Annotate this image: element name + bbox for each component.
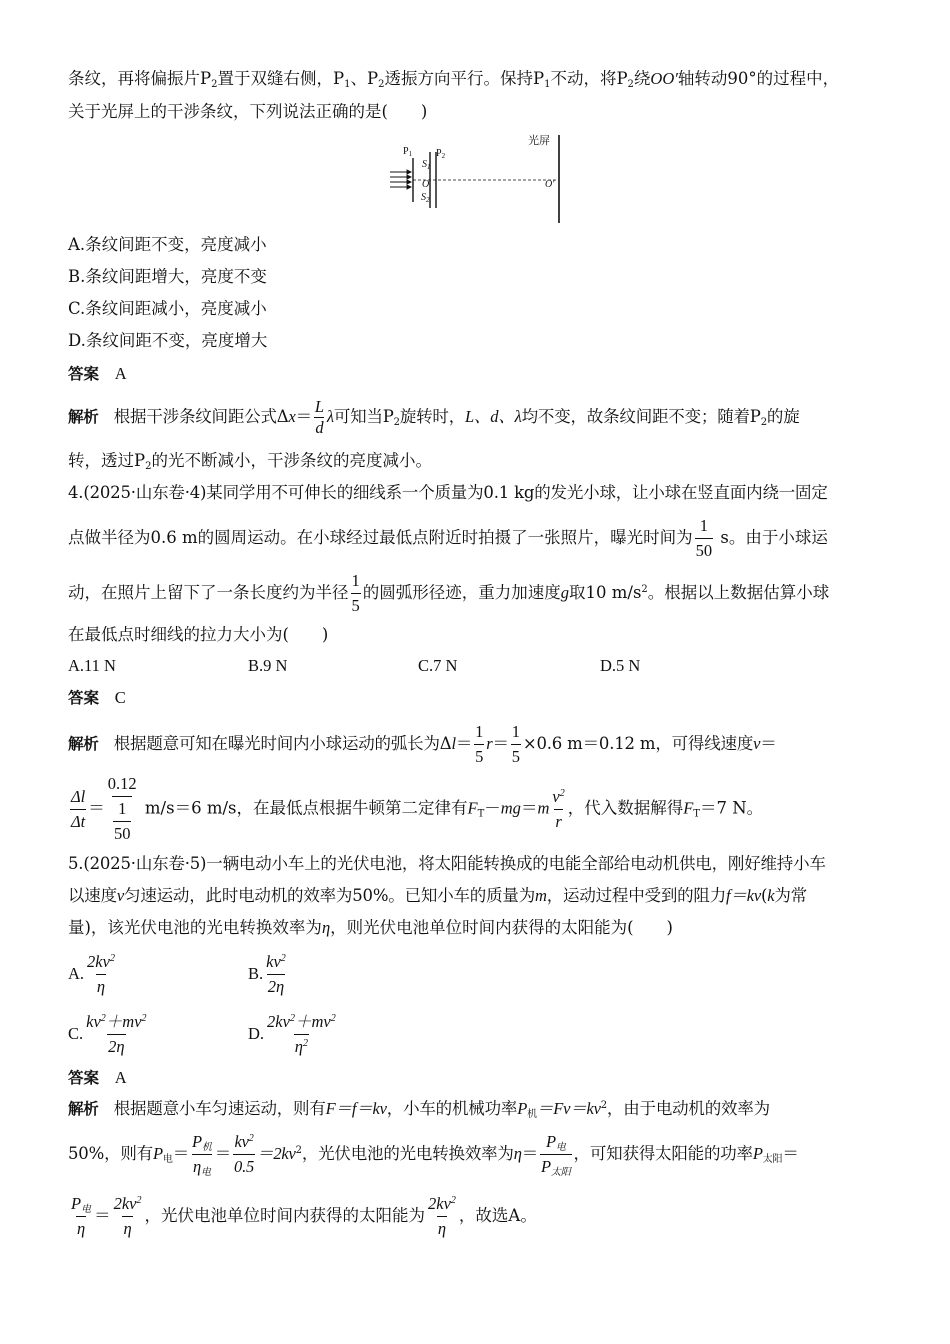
fraction-compound: $\frac{0.12}{\frac{1}{50}}$	[107, 772, 138, 846]
q4-stem-line3	[68, 569, 886, 618]
text: 为常	[774, 886, 807, 905]
text: ＝	[520, 798, 538, 818]
p2-label: $P_2$	[436, 148, 446, 160]
text: ，小车的机械功率	[386, 1099, 518, 1118]
answer-label: 答案	[68, 365, 100, 383]
q3-answer	[68, 362, 886, 386]
q4-option-d: D.5 N	[600, 656, 641, 675]
fraction: $\frac{kv^2}{0.5}$	[233, 1130, 255, 1179]
text: ＝	[88, 798, 105, 818]
o-label: O	[422, 179, 430, 190]
sup: 2	[295, 1145, 302, 1156]
q4-stem-line1: 4.(2025·山东卷·4)某同学用不可伸长的细线系一个质量为0.1 kg的发光小球，让小球在竖直面内绕一固定	[68, 483, 828, 502]
sub: 2	[211, 79, 218, 90]
q3-stem-line2: 关于光屏上的干涉条纹，下列说法正确的是( )	[68, 102, 428, 121]
text: s。由于小球运	[715, 528, 828, 547]
text: 点做半径为0.6 m的圆周运动。在小球经过最低点附近时拍摄了一张照片，曝光时间为	[68, 528, 693, 547]
sub: 2	[627, 79, 634, 90]
text: 50%，则有	[68, 1144, 153, 1163]
q5-option-d	[248, 1010, 339, 1059]
var: x	[288, 407, 296, 426]
text: －	[484, 798, 501, 818]
expr: ＝Fv＝kv	[536, 1099, 601, 1118]
q4-option-a: A.11 N	[68, 656, 116, 675]
text: 、P	[350, 69, 379, 88]
q5-analysis-line2	[68, 1130, 886, 1179]
fraction: $\frac{2kv^2}{\eta}$	[427, 1192, 457, 1241]
sub: T	[477, 808, 485, 820]
q4-option-b: B.9 N	[248, 656, 288, 675]
q4-option-c: C.7 N	[418, 656, 458, 675]
q4-analysis-line1	[68, 720, 886, 769]
q5-stem-line2	[68, 884, 886, 908]
fraction: $\frac{2kv^2+mv^2}{\eta^2}$	[266, 1010, 337, 1059]
q4-answer	[68, 686, 886, 710]
var: P	[517, 1099, 528, 1118]
q3-option-c: C.条纹间距减小，亮度减小	[68, 299, 267, 318]
var: η	[321, 918, 331, 937]
text: ，可知获得太阳能的功率	[573, 1144, 753, 1163]
screen-label: 光屏	[528, 135, 550, 147]
text: ＝	[172, 1144, 189, 1163]
fraction: $\frac{P_电}{P_{太阳}}$	[541, 1132, 571, 1178]
text: ，光伏电池的光电转换效率为	[301, 1144, 514, 1163]
sub: 2	[145, 461, 152, 472]
text: ＝	[760, 734, 777, 753]
double-slit-figure	[385, 130, 565, 226]
text: 均不变，故条纹间距不变；随着P	[521, 407, 761, 426]
text: ＝	[455, 734, 473, 753]
p1-label: $P_1$	[403, 146, 413, 158]
text: ＝	[214, 1144, 232, 1163]
text: ，由于电动机的效率为	[606, 1099, 770, 1118]
text: 的圆弧形径迹，重力加速度	[362, 583, 561, 602]
text: ，光伏电池单位时间内获得的太阳能为	[144, 1206, 425, 1225]
answer-label: 答案	[68, 1069, 100, 1087]
q3-analysis-line2	[68, 449, 886, 473]
text: 根据干涉条纹间距公式Δ	[113, 407, 289, 426]
q5-stem-line3	[68, 916, 886, 940]
answer-label: 答案	[68, 689, 100, 707]
analysis-label: 解析	[68, 408, 99, 426]
sub: 太阳	[762, 1154, 783, 1165]
q5-answer	[68, 1066, 886, 1090]
var: mg	[500, 798, 521, 818]
text: ，代入数据解得	[567, 798, 684, 818]
q5-analysis-line3	[68, 1192, 886, 1241]
text: 动，在照片上留下了一条长度约为半径	[68, 583, 349, 602]
text: 以速度	[68, 886, 117, 905]
q5-option-c	[68, 1010, 150, 1059]
var: m	[537, 798, 550, 818]
var: P	[152, 1144, 163, 1163]
text: 置于双缝右侧，P	[217, 69, 345, 88]
text: ＝	[782, 1144, 799, 1163]
s2-label: $S_2$	[421, 192, 430, 204]
text: ＝	[492, 734, 509, 753]
q5-option-a	[68, 950, 118, 999]
fraction: $\frac{1}{50}$	[695, 514, 714, 563]
var: P	[752, 1144, 763, 1163]
text: 透振方向平行。保持P	[384, 69, 545, 88]
sup: 2	[641, 584, 648, 595]
fraction: $\frac{2kv^2}{\eta}$	[86, 950, 116, 999]
fraction: $\frac{2kv^2}{\eta}$	[113, 1192, 143, 1241]
text: 转，透过P	[68, 451, 146, 470]
text: 取10 m/s	[569, 583, 642, 602]
q3-option-a: A.条纹间距不变，亮度减小	[68, 235, 267, 254]
q4-stem-line4: 在最低点时细线的拉力大小为( )	[68, 625, 329, 644]
text: ，故选A。	[458, 1206, 537, 1225]
fraction: $\frac{kv^2}{2\eta}$	[265, 950, 287, 999]
label: B.	[248, 964, 264, 983]
var: v	[753, 734, 761, 753]
vars: L、d、λ	[465, 407, 522, 426]
text: 。根据以上数据估算小球	[647, 583, 830, 602]
fraction-dl-dt: $\frac{\Delta l}{\Delta t}$	[70, 785, 86, 834]
expr: ＝2kv	[257, 1144, 296, 1163]
sub: 1	[544, 79, 551, 90]
var: η	[513, 1144, 522, 1163]
sub: T	[693, 808, 700, 820]
axis-label: OO′	[650, 69, 678, 88]
text: m/s＝6 m/s，在最低点根据牛顿第二定律有	[139, 798, 468, 818]
text: 绕	[633, 69, 651, 88]
var: k	[767, 886, 775, 905]
analysis-label: 解析	[68, 735, 99, 753]
text: ，运动过程中受到的阻力	[546, 886, 727, 905]
text: 量)，该光伏电池的光电转换效率为	[68, 918, 322, 937]
q5-option-b	[248, 950, 289, 999]
var: F	[683, 798, 694, 818]
var: v	[116, 886, 125, 905]
text: 的光不断减小，干涉条纹的亮度减小。	[151, 451, 432, 470]
fraction: $\frac{P_电}{\eta}$	[70, 1192, 92, 1241]
text: 根据题意小车匀速运动，则有	[113, 1099, 326, 1118]
expr: F＝f＝kv	[325, 1099, 387, 1118]
text: ＝	[94, 1206, 111, 1225]
q3-stem-line1	[68, 67, 886, 91]
var: l	[451, 734, 456, 753]
sub: 2	[378, 79, 385, 90]
text: 轴转动90°的过程中，	[677, 69, 840, 88]
o-prime-label: O′	[545, 179, 555, 190]
answer-value: A	[114, 1068, 127, 1087]
text: 条纹，再将偏振片P	[68, 69, 212, 88]
text: 的旋	[766, 407, 800, 426]
text: ＝7 N。	[699, 798, 764, 818]
answer-value: C	[114, 688, 126, 707]
text: (	[760, 886, 768, 905]
var: g	[560, 583, 569, 602]
var: F	[467, 798, 478, 818]
sup: 2	[600, 1100, 607, 1111]
fraction: $\frac{1}{5}$	[511, 720, 521, 769]
q4-analysis-line2	[68, 772, 886, 844]
var: f＝kv	[726, 886, 761, 905]
text: ×0.6 m＝0.12 m，可得线速度	[522, 734, 754, 753]
s1-label: $S_1$	[422, 159, 431, 171]
text: 匀速运动，此时电动机的效率为50%。已知小车的质量为	[124, 886, 536, 905]
analysis-label: 解析	[68, 1100, 99, 1118]
sub: 1	[344, 79, 351, 90]
q5-stem-line1: 5.(2025·山东卷·5)一辆电动小车上的光伏电池，将太阳能转换成的电能全部给电动机供电，刚好维持小车	[68, 854, 826, 873]
text: 旋转时，	[399, 407, 466, 426]
fraction: $\frac{L}{d}$	[314, 397, 324, 437]
text: ＝	[521, 1144, 539, 1163]
answer-value: A	[114, 364, 127, 383]
fraction: $\frac{kv^2+mv^2}{2\eta}$	[85, 1010, 147, 1059]
label: C.	[68, 1024, 84, 1043]
q3-option-b: B.条纹间距增大，亮度不变	[68, 267, 267, 286]
text: 根据题意可知在曝光时间内小球运动的弧长为Δ	[113, 734, 452, 753]
text: ＝	[295, 407, 312, 426]
sub: 电	[162, 1154, 173, 1165]
var: m	[535, 886, 547, 905]
text: 不动，将P	[550, 69, 628, 88]
label: A.	[68, 964, 85, 983]
fraction: $\frac{P_机}{\eta_电}$	[192, 1132, 212, 1178]
sub: 机	[527, 1109, 537, 1120]
q3-option-d: D.条纹间距不变，亮度增大	[68, 331, 268, 350]
fraction-v2-r: $\frac{v^2}{r}$	[551, 785, 565, 834]
q4-stem-line2	[68, 514, 886, 563]
fraction: $\frac{1}{5}$	[474, 720, 484, 769]
text: 可知当P	[333, 407, 394, 426]
fraction: $\frac{1}{5}$	[351, 569, 361, 618]
q3-analysis-line1	[68, 397, 886, 438]
var: λ	[326, 407, 334, 426]
sub: 2	[760, 417, 767, 428]
label: D.	[248, 1024, 265, 1043]
var: r	[486, 734, 493, 753]
sub: 2	[393, 417, 400, 428]
q5-analysis-line1	[68, 1097, 886, 1121]
text: ，则光伏电池单位时间内获得的太阳能为( )	[330, 918, 673, 937]
